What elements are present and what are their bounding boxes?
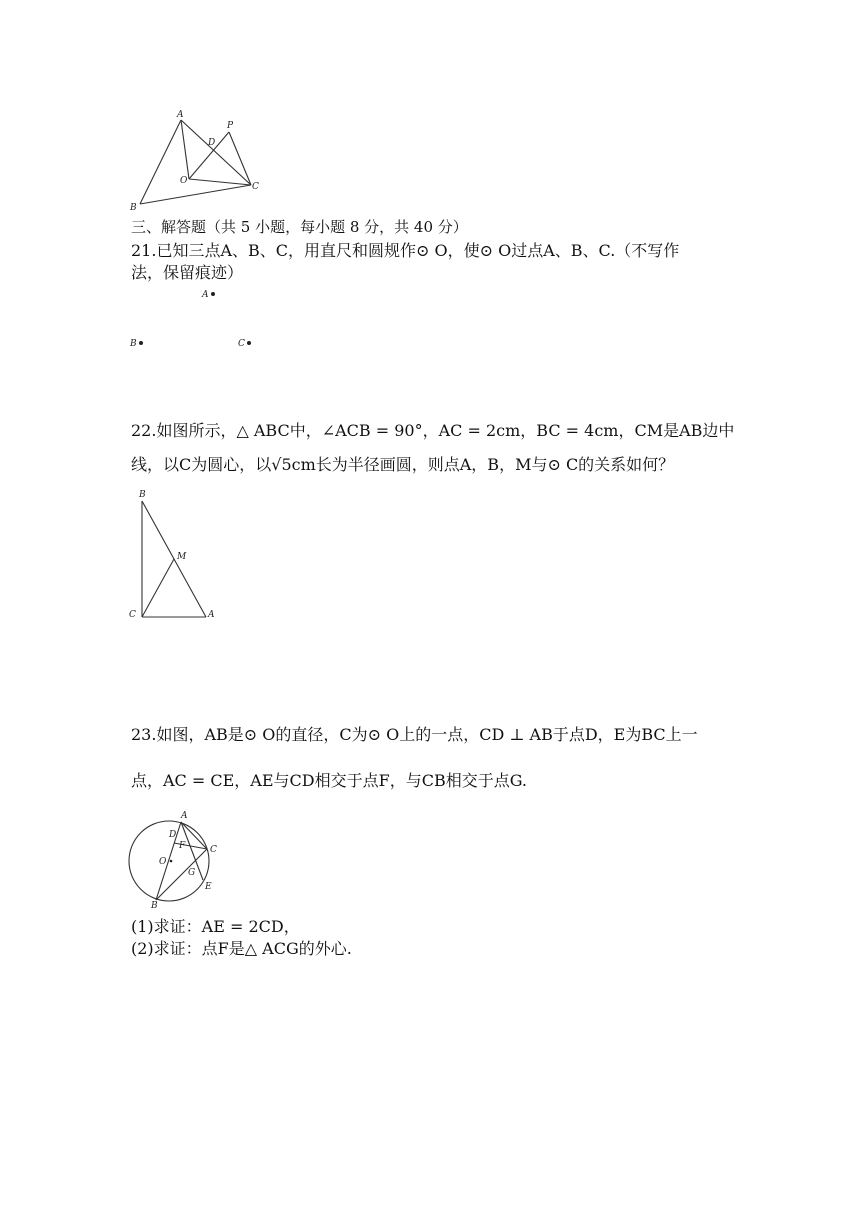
- circle-label-E: E: [205, 882, 212, 892]
- label-C: C: [252, 182, 259, 192]
- q23-part1: (1)求证：AE = 2CD，: [131, 917, 300, 936]
- point-label-C: C: [238, 339, 245, 349]
- label-B: B: [130, 203, 137, 213]
- section-heading: 三、解答题（共 5 小题，每小题 8 分，共 40 分）: [131, 218, 468, 236]
- figure-right-triangle: [125, 486, 225, 626]
- circle-label-O: O: [159, 857, 167, 867]
- tri-label-A: A: [208, 610, 215, 620]
- figure-triangle-abc-pdo: [125, 106, 265, 214]
- label-O: O: [180, 176, 188, 186]
- q23-text-line1: 23.如图，AB是⊙ O的直径，C为⊙ O上的一点，CD ⊥ AB于点D，E为BC上一: [131, 725, 698, 744]
- q23-part2: (2)求证：点F是△ ACG的外心.: [131, 939, 352, 958]
- tri-label-B: B: [139, 490, 146, 500]
- q21-text-line2: 法，保留痕迹）: [131, 263, 244, 282]
- circle-label-D: D: [169, 830, 177, 840]
- circle-label-A: A: [181, 811, 188, 821]
- figure-circle-o: [125, 806, 225, 910]
- label-A: A: [177, 110, 184, 120]
- point-label-A: A: [202, 290, 209, 300]
- point-label-B: B: [130, 339, 137, 349]
- circle-label-G: G: [188, 868, 196, 878]
- label-P: P: [227, 121, 234, 131]
- tri-label-C: C: [129, 610, 136, 620]
- q22-text-line1: 22.如图所示，△ ABC中，∠ACB = 90°，AC = 2cm，BC = 4cm，CM是AB边中: [131, 421, 735, 440]
- circle-label-C: C: [210, 845, 217, 855]
- tri-label-M: M: [177, 552, 187, 562]
- figure-three-points: [125, 286, 265, 352]
- circle-label-F: F: [179, 841, 186, 851]
- q21-text-line1: 21.已知三点A、B、C，用直尺和圆规作⊙ O，使⊙ O过点A、B、C.（不写作: [131, 241, 680, 260]
- label-D: D: [208, 138, 216, 148]
- circle-label-B: B: [151, 901, 158, 910]
- q22-text-line2: 线，以C为圆心，以√5cm长为半径画圆，则点A，B，M与⊙ C的关系如何？: [131, 455, 675, 474]
- q23-text-line2: 点，AC = CE，AE与CD相交于点F，与CB相交于点G.: [131, 771, 528, 790]
